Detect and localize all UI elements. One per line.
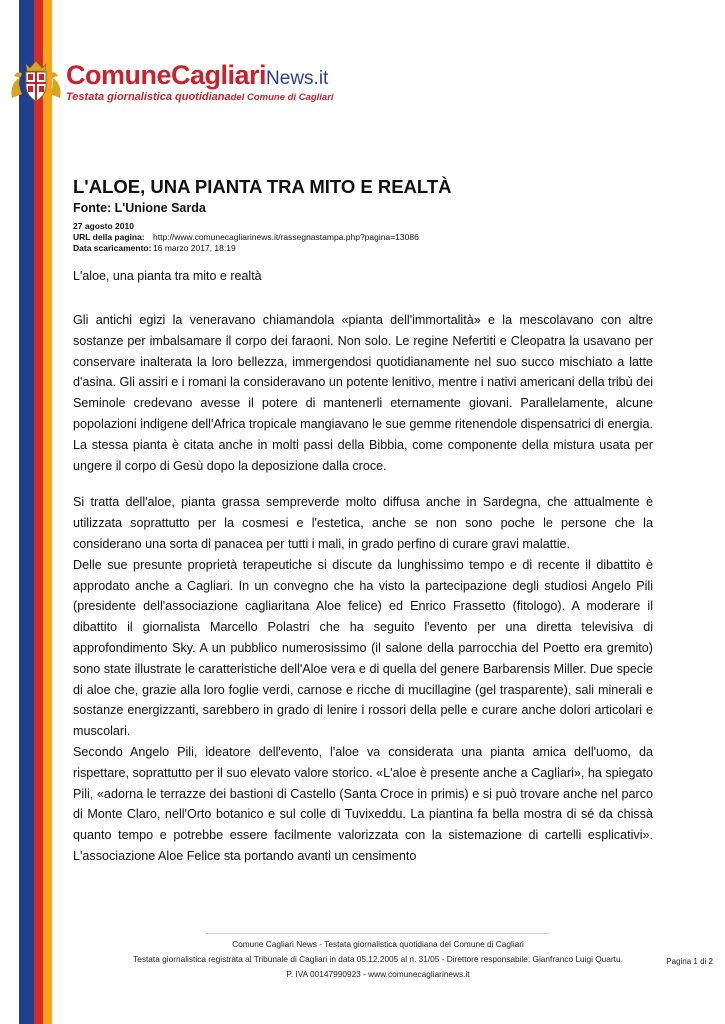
logo-suffix: News.it [266, 68, 329, 89]
article-paragraph: Si tratta dell'aloe, pianta grassa sempreverde molto diffusa anche in Sardegna, che attualmente è utilizzata soprattutto per la cosmesi e l'estetica, anche se non sono poche le persone che la considerano una sorta di panacea per tutti i mali, in grado perfino di curare gravi malattie. [73, 495, 653, 551]
download-date-row [73, 243, 653, 254]
footer-divider [206, 933, 550, 934]
site-logo[interactable] [8, 58, 338, 106]
article-title: L'ALOE, UNA PIANTA TRA MITO E REALTÀ [73, 176, 452, 197]
article-intro: L'aloe, una pianta tra mito e realtà [73, 269, 262, 283]
logo-tagline-small: del Comune di Cagliari [230, 92, 334, 103]
article-source: Fonte: L'Unione Sarda [73, 201, 206, 215]
article-date: 27 agosto 2010 [73, 221, 134, 231]
article-body [73, 310, 653, 867]
left-stripe-orange [43, 0, 52, 1024]
footer-line-2: Testata giornalistica registrata al Tribunale di Cagliari in data 05.12.2005 al n. 31/05 - Direttore responsabile: Gianfranco Luigi Quartu. [133, 953, 623, 964]
footer-line-3: P. IVA 00147990923 - www.comunecagliarinews.it [286, 968, 470, 979]
left-stripe-blue [19, 0, 34, 1024]
article-url-link[interactable]: http://www.comunecagliarinews.it/rassegnastampa.php?pagina=13086 [153, 231, 419, 242]
url-label: URL della pagina: [73, 231, 145, 242]
article-paragraph: Secondo Angelo Pili, ideatore dell'evento, l'aloe va considerata una pianta amica dell'uomo, da rispettare, soprattutto per il suo elevato valore storico. «L'aloe è presente anche a Cagliari», ha spiegato Pili, «adorna le terrazze dei bastioni di Castello (Santa Croce in primis) e si può trovare anche nel parco di Monte Claro, nell'Orto botanico e sul colle di Tuvixeddu. La piantina fa bella mostra di sé da chissà quanto tempo e potrebbe essere facilmente valorizzata con la sistemazione di cartelli esplicativi». L'associazione Aloe Felice sta portando avanti un censimento [73, 744, 653, 863]
article-paragraph: Gli antichi egizi la veneravano chiamandola «pianta dell'immortalità» e la mescolavano con altre sostanze per imbalsamare il corpo dei faraoni. Non solo. Le regine Nefertiti e Cleopatra la usavano per conservare inalterata la loro bellezza, immergendosi quotidianamente nel suo succo mischiato a latte d'asina. Gli assiri e i romani la consideravano un potente lenitivo, mentre i nativi americani della tribù dei Seminole credevano avesse il potere di mantenerli eternamente giovani. Parallelamente, alcune popolazioni indigene dell'Africa tropicale mangiavano le sue gemme ritenendole dispensatrici di energia. La stessa pianta è citata anche in molti passi della Bibbia, come componente della mistura usata per ungere il corpo di Gesù dopo la deposizione dalla croce. [73, 313, 653, 473]
logo-tagline-main: Testata giornalistica quotidiana [66, 91, 231, 103]
coat-of-arms-icon [8, 58, 64, 104]
left-stripe-red [34, 0, 43, 1024]
article-paragraph: Delle sue presunte proprietà terapeutiche si discute da lunghissimo tempo e di recente il dibattito è approdato anche a Cagliari. In un convegno che ha visto la partecipazione degli studiosi Angelo Pili (presidente dell'associazione cagliaritana Aloe felice) ed Enrico Frassetto (fitologo). A moderare il dibattito il giornalista Marcello Polastri che ha seguito l'evento per una diretta televisiva di approfondimento Sky. A un pubblico numerosissimo (il salone della parrocchia del Poetto era gremito) sono state illustrate le caratteristiche dell'Aloe vera e di quella del genere Barbarensis Miller. Due specie di aloe che, grazie alla loro foglie verdi, carnose e ricche di mucillagine (gel trasparente), sali minerali e sostanze energizzanti, sarebbero in grado di lenire i rossori della pelle e curare anche dolori articolari e muscolari. [73, 557, 653, 739]
download-label: Data scaricamento: [73, 242, 152, 253]
download-date: 16 marzo 2017, 18:19 [153, 242, 236, 253]
page-number: Pagina 1 di 2 [666, 957, 713, 966]
article-url-row [73, 232, 653, 243]
page-footer [100, 937, 656, 981]
logo-name: ComuneCagliari [66, 60, 267, 90]
logo-wordmark [66, 60, 328, 91]
logo-tagline [66, 91, 334, 103]
footer-line-1: Comune Cagliari News - Testata giornalistica quotidiana del Comune di Cagliari [232, 939, 524, 949]
article-meta [73, 221, 653, 253]
